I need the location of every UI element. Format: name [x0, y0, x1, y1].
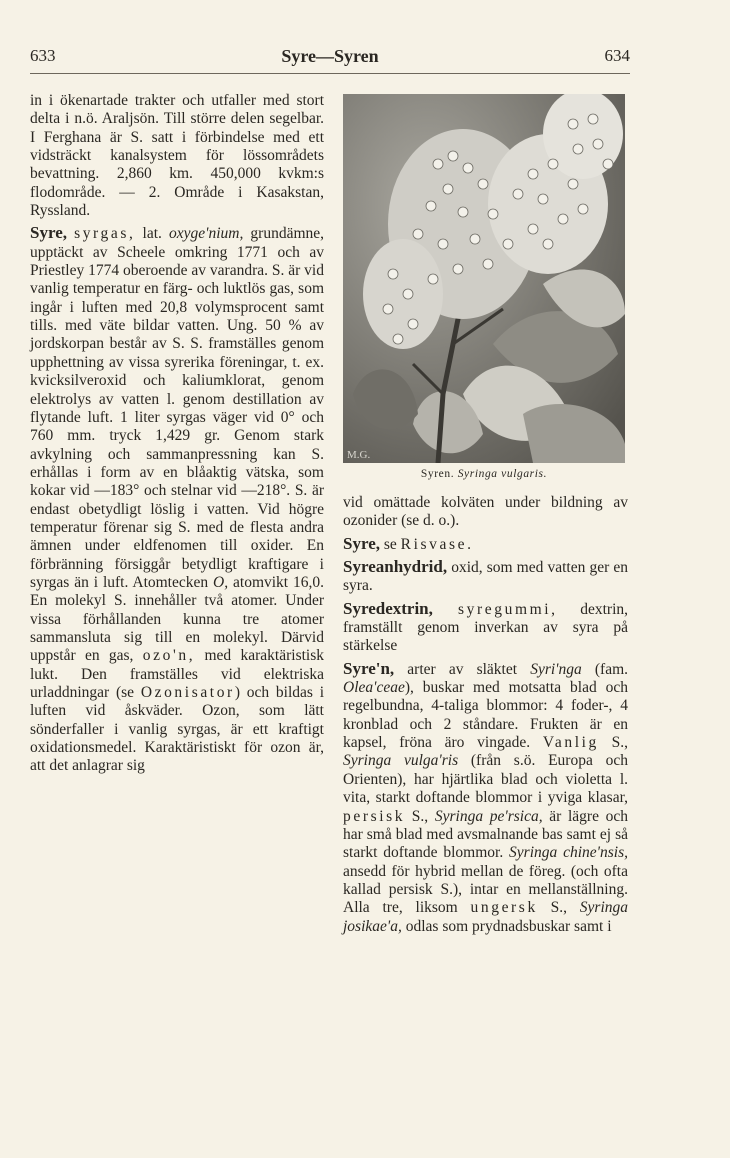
entry-syre: Syre, syrgas, lat. oxyge'nium, grundämne, upptäckt av Scheele omkring 1771 och av Priestley 1774 oberoende av varandra. S. är vid vanlig temperatur en färg- och luktlös gas, som ingår i luften med 20,8 volymsprocent samt tills. med väte bildar vatten. Ung. 50 % av jordskorpan består av S. S. framställes genom upphettning av vissa syrerika föreningar, t. ex. kvicksilveroxid och kaliumklorat, genom elektrolys av vatten l. genom destillation av flytande luft. 1 liter syrgas väger vid 0° och 760 mm. tryck 1,429 gr. Genom stark avkylning och sammanpressning kan S. erhållas i form av en blåaktig vätska, som kokar vid —183° och stelnar vid —218°. S. är endast obetydligt löslig i vatten. Vid högre temperatur förenar sig S. med de flesta andra ämnen under eldfenomen till oxider. En förbränning försiggår betydligt kraftigare i syrgas än i luft. Atomtecken O, atomvikt 16,0. En molekyl S. innehåller två atomer. Under vissa förhållanden kunna tre atomer sammansluta sig till en molekyl. Därvid uppstår en gas, ozo'n, med karaktäristisk lukt. Den framställes vid elektriska urladdningar (se Ozonisator) och bildas i luften vid åskväder. Ozon, som lätt sönderfaller i vanlig syrgas, är ett kraftigt oxidationsmedel. Karaktäristiskt för ozon är, att det anlagrar sig [30, 223, 325, 775]
entry-syre-risvase: Syre, se Risvase. [343, 533, 474, 553]
header-rule [30, 73, 630, 74]
page-number-left: 633 [30, 46, 56, 65]
synonym-syregummi: syregummi, [432, 600, 558, 618]
headword-syreanhydrid: Syreanhydrid, [343, 557, 448, 577]
entry-syreanhydrid: Syreanhydrid, oxid, som med vatten ger en syra. [343, 557, 628, 595]
term-ungersk: ungersk [470, 899, 538, 917]
headword-syredextrin: Syredextrin, [343, 598, 433, 618]
latin-name: oxyge'nium, [169, 225, 244, 243]
atom-symbol: O, [213, 573, 229, 591]
entry-syredextrin: Syredextrin, syregummi, dextrin, framställt genom inverkan av syra på stärkelse [343, 598, 628, 655]
headword-syren: Syre'n, [343, 658, 395, 678]
headword-syre: Syre, [30, 223, 67, 243]
lilac-illustration [343, 94, 625, 463]
ref-risvase: Risvase. [400, 535, 474, 553]
term-persisk: persisk [343, 807, 406, 825]
lilac-image [343, 94, 625, 463]
continued-entry: in i ökenartade trakter och utfaller med stort delta i n.ö. Araljsön. Till större delen segelbar. I Ferghana är S. satt i förbindelse med ett vidsträckt kanalsystem för lössområdets bevattning. 2,860 km. 450,000 kvkm:s flodområde. — 2. Område i Kasakstan, Ryssland. [30, 92, 324, 220]
synonym-syrgas: syrgas, [74, 225, 136, 243]
caption-latin: Syringa vulgaris. [457, 468, 548, 480]
page-header [30, 46, 630, 72]
figure-caption [343, 468, 625, 480]
running-title: Syre—Syren [281, 46, 379, 66]
caption-name: Syren. [420, 468, 455, 480]
term-ozon: ozo'n, [142, 647, 196, 665]
continued-text: vid omättade kolväten under bildning av ozonider (se d. o.). [343, 494, 628, 530]
headword-syre-2: Syre, [343, 533, 380, 553]
page-number-right: 634 [604, 46, 630, 65]
term-vanlig: Vanlig [542, 734, 599, 752]
entry-syren: Syre'n, arter av släktet Syri'nga (fam. Olea'ceae), buskar med motsatta blad och regelbundna, 4-taliga blommor: 4 foder-, 4 kronblad och 2 ståndare. Frukten är en kapsel, fröna äro vingade. Vanlig S., Syringa vulga'ris (från s.ö. Europa och Orienten), har hjärtlika blad och violetta l. vita, starkt doftande blommor i yviga klasar, persisk S., Syringa pe'rsica, är lägre och har små blad med avsmalnande bas samt ej så starkt doftande blommor. Syringa chine'nsis, ansedd för hybrid mellan de föreg. (och ofta kallad persisk S.), intar en mellanställning. Alla tre, liksom ungersk S., Syringa josikae'a, odlas som prydnadsbuskar samt i [343, 658, 628, 935]
ref-ozonisator: Ozonisator [140, 684, 235, 701]
right-column [343, 494, 628, 936]
artist-signature: M.G. [347, 449, 371, 461]
left-column [30, 92, 324, 776]
